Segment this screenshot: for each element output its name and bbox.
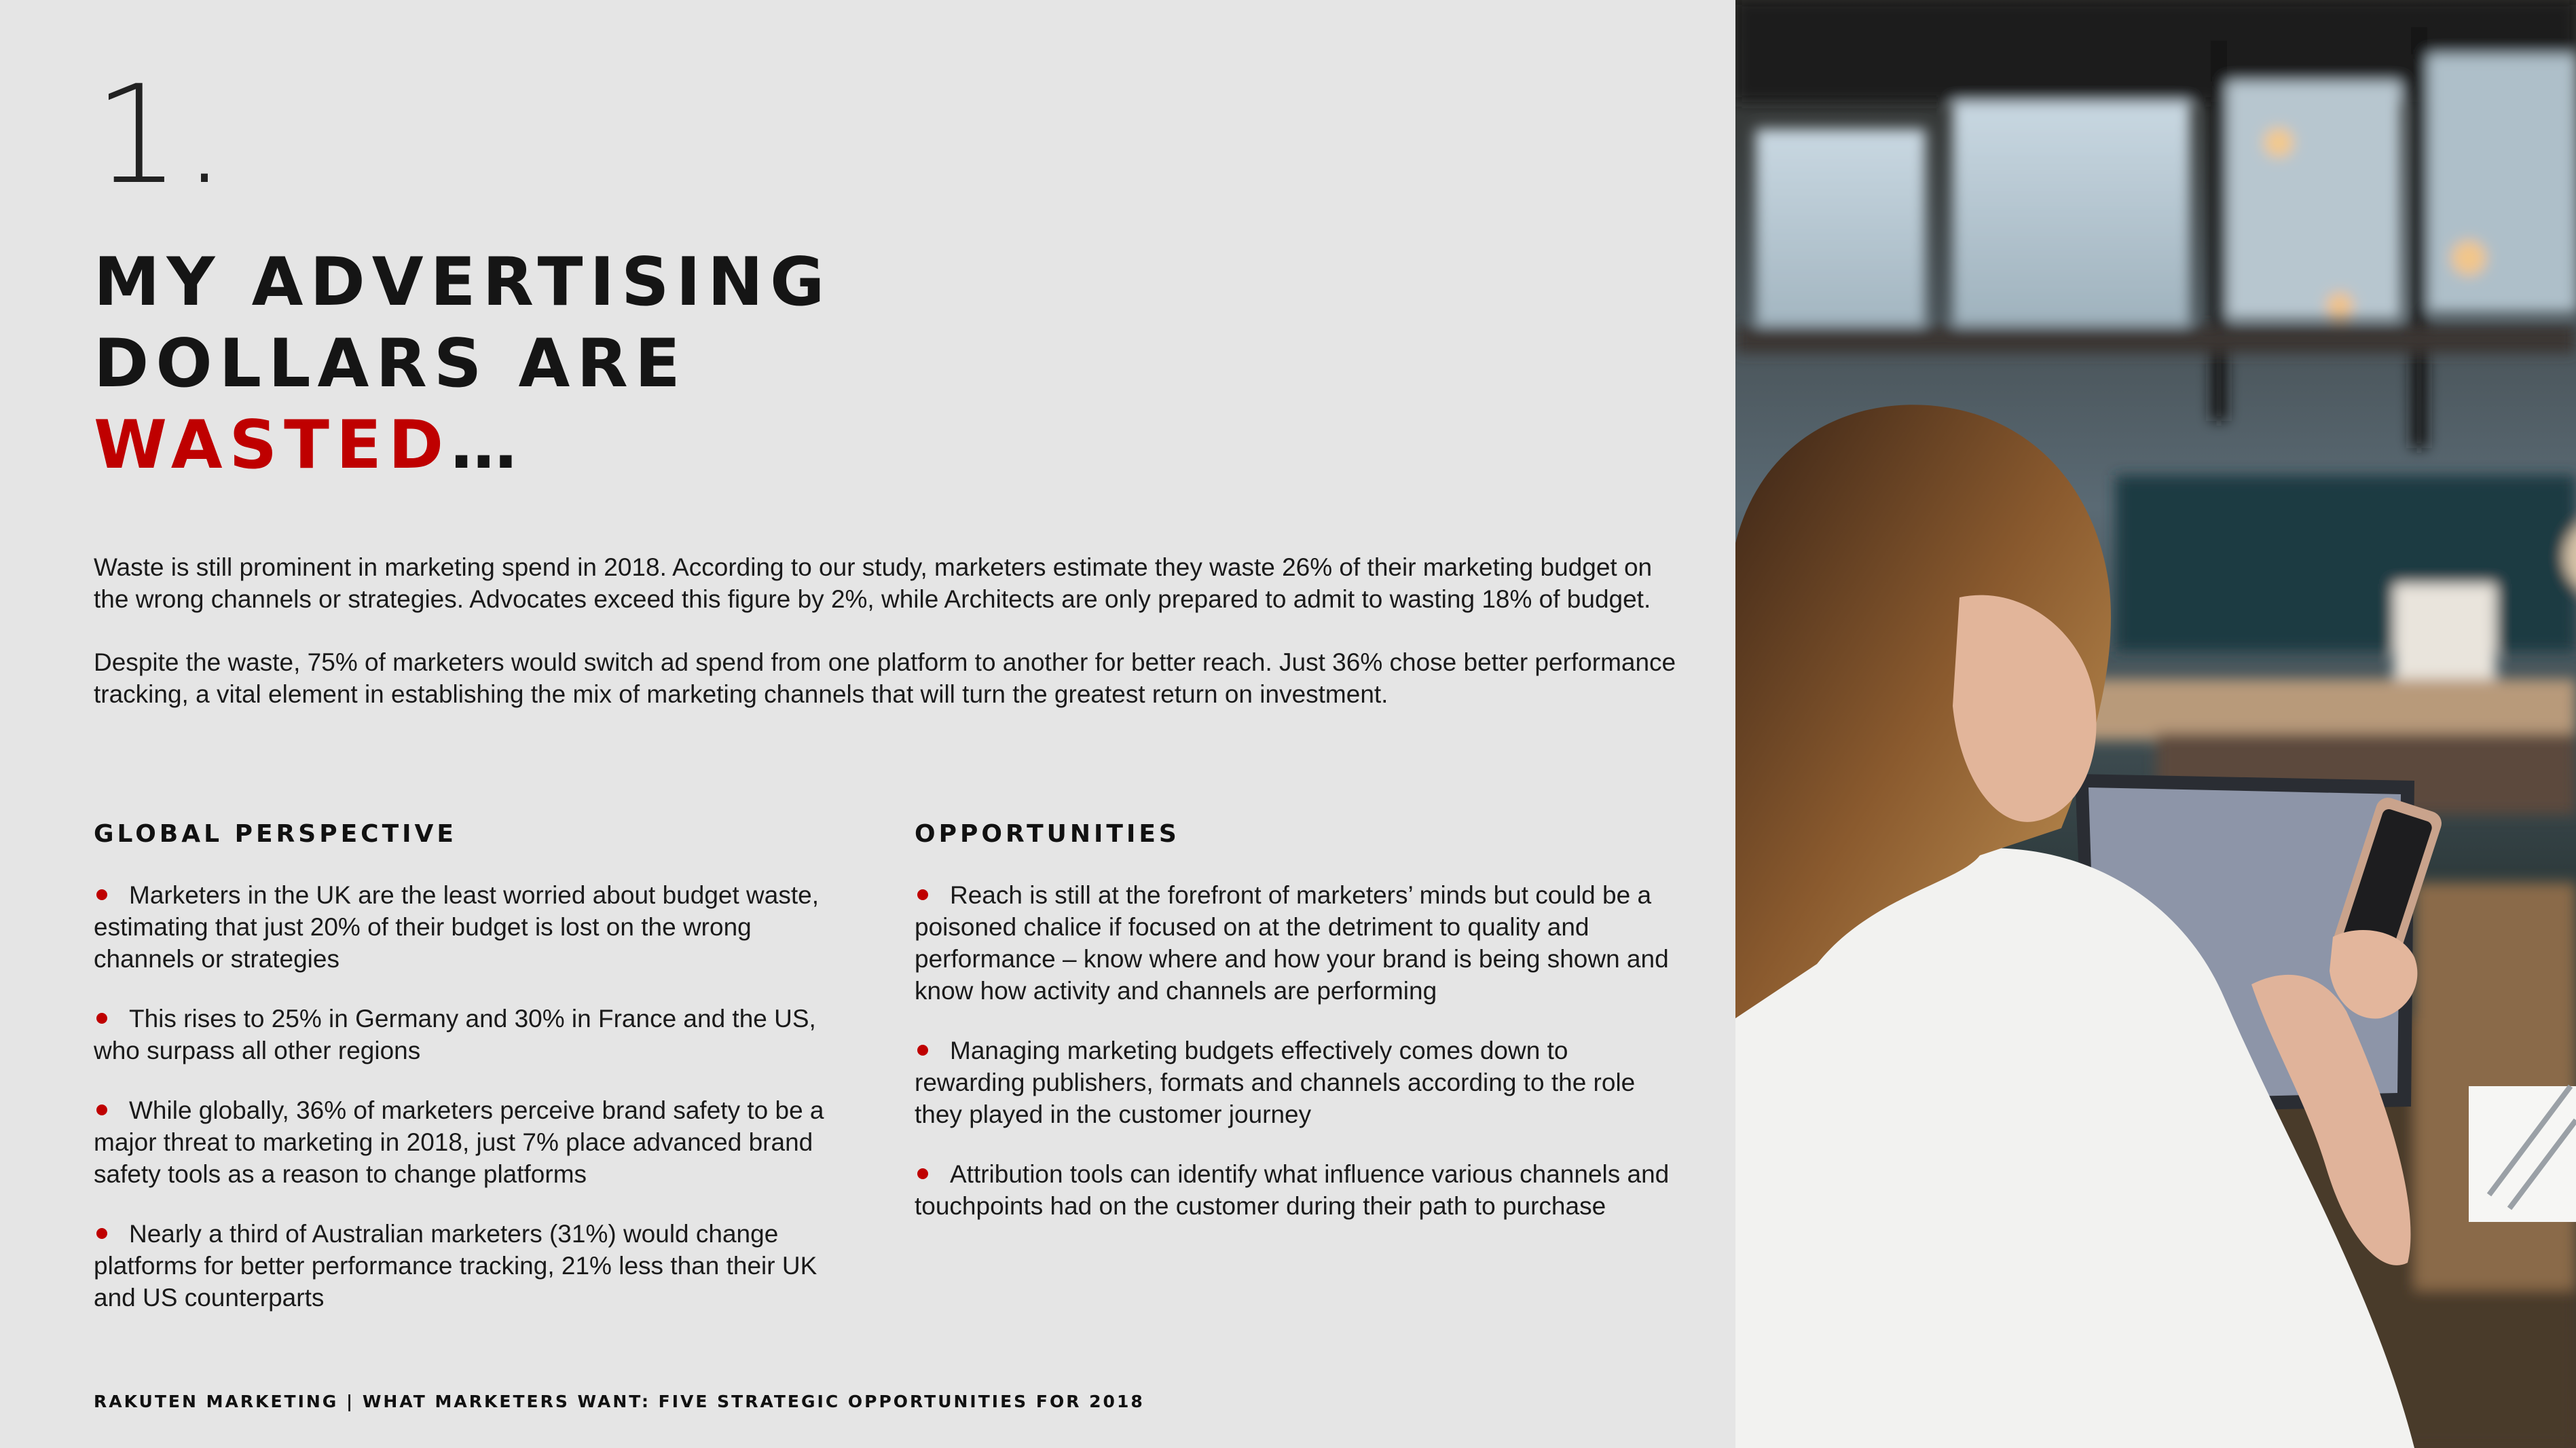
list-item bbox=[915, 1158, 1675, 1222]
list-item-text: Nearly a third of Australian marketers (31%) would change platforms for better performance tracking, 21% less than their UK and US counterparts bbox=[94, 1220, 817, 1312]
opportunities-section bbox=[915, 818, 1675, 1250]
list-item bbox=[94, 1094, 854, 1190]
intro-paragraph-2: Despite the waste, 75% of marketers would switch ad spend from one platform to another for better reach. Just 36% chose better performance tracking, a vital element in establishing the mix of marketing channels that will turn the greatest return on investment. bbox=[94, 648, 1676, 708]
bullet-icon bbox=[917, 889, 928, 900]
bullet-icon bbox=[917, 1045, 928, 1056]
global-perspective-heading: GLOBAL PERSPECTIVE bbox=[94, 820, 458, 848]
opportunities-list bbox=[915, 879, 1675, 1222]
title-emphasis: WASTED bbox=[94, 407, 451, 484]
list-item-text: This rises to 25% in Germany and 30% in France and the US, who surpass all other regions bbox=[94, 1005, 816, 1064]
list-item bbox=[94, 1218, 854, 1314]
opportunities-heading: OPPORTUNITIES bbox=[915, 820, 1180, 848]
list-item bbox=[94, 879, 854, 975]
list-item bbox=[915, 1035, 1675, 1130]
list-item-text: Managing marketing budgets effectively comes down to rewarding publishers, formats and channels according to the role they played in the customer journey bbox=[915, 1037, 1636, 1128]
page-footer: RAKUTEN MARKETING | WHAT MARKETERS WANT: FIVE STRATEGIC OPPORTUNITIES FOR 2018 bbox=[94, 1392, 1145, 1411]
bullet-icon bbox=[96, 889, 107, 900]
photo-illustration bbox=[1735, 0, 2576, 1448]
list-item bbox=[94, 1003, 854, 1066]
page-title bbox=[94, 242, 831, 486]
title-ellipsis: … bbox=[450, 407, 519, 484]
bullet-icon bbox=[96, 1228, 107, 1239]
global-perspective-list bbox=[94, 879, 854, 1314]
title-line-2: DOLLARS ARE bbox=[94, 325, 687, 403]
section-number: 1. bbox=[94, 56, 229, 215]
bullet-icon bbox=[96, 1104, 107, 1115]
list-item-text: While globally, 36% of marketers perceive brand safety to be a major threat to marketing in 2018, just 7% place advanced brand safety tools as a reason to change platforms bbox=[94, 1096, 824, 1188]
intro-text bbox=[94, 551, 1682, 741]
title-line-1: MY ADVERTISING bbox=[94, 244, 832, 321]
list-item-text: Reach is still at the forefront of marketers’ minds but could be a poisoned chalice if focused on at the detriment to quality and performance – know where and how your brand is being shown and know how activity and channels are performing bbox=[915, 881, 1669, 1005]
title-line-3 bbox=[94, 405, 831, 486]
global-perspective-section bbox=[94, 818, 854, 1341]
intro-paragraph-1: Waste is still prominent in marketing spend in 2018. According to our study, marketers estimate they waste 26% of their marketing budget on the wrong channels or strategies. Advocates exceed this figure by 2%, while Architects are only prepared to admit to wasting 18% of budget. bbox=[94, 553, 1653, 613]
bullet-icon bbox=[96, 1013, 107, 1024]
list-item-text: Marketers in the UK are the least worried about budget waste, estimating that just 20% of their budget is lost on the wrong channels or strategies bbox=[94, 881, 819, 973]
list-item bbox=[915, 879, 1675, 1007]
list-item-text: Attribution tools can identify what influence various channels and touchpoints had on the customer during their path to purchase bbox=[915, 1160, 1670, 1220]
cafe-photo bbox=[1735, 0, 2576, 1448]
bullet-icon bbox=[917, 1168, 928, 1179]
